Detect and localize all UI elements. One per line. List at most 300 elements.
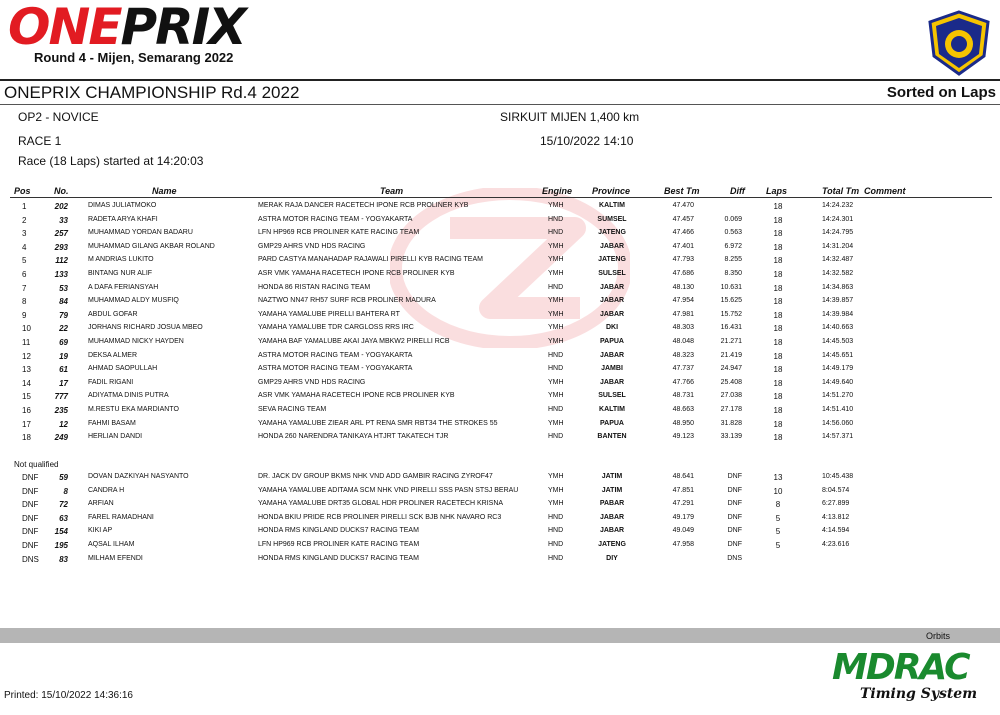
cell-pos: 6 <box>22 270 27 279</box>
result-row <box>0 268 1000 281</box>
cell-engine: YMH <box>548 473 564 480</box>
cell-diff: 21.419 <box>720 351 742 359</box>
cell-team: SEVA RACING TEAM <box>258 406 327 413</box>
cell-diff: 21.271 <box>720 338 742 345</box>
result-row <box>0 336 1000 349</box>
cell-province: SULSEL <box>598 270 626 277</box>
cell-pos: DNF <box>22 486 39 496</box>
cell-no: 33 <box>59 215 68 225</box>
cell-no: 293 <box>54 242 68 252</box>
footer-bar <box>0 628 1000 643</box>
cell-best: 49.123 <box>672 433 694 441</box>
cell-diff: DNF <box>727 527 742 535</box>
cell-diff: 6.972 <box>724 242 742 250</box>
cell-engine: YMH <box>548 324 564 332</box>
cell-province: KALTIM <box>599 406 625 413</box>
cell-province: JATENG <box>598 229 626 237</box>
cell-total: 14:51.410 <box>822 406 854 413</box>
cell-no: 249 <box>54 433 68 443</box>
cell-name: BINTANG NUR ALIF <box>88 270 153 277</box>
cell-best: 48.130 <box>672 283 694 291</box>
cell-name: AHMAD SAOPULLAH <box>88 365 158 373</box>
cell-province: JABAR <box>599 242 625 250</box>
cell-total: 4:13.812 <box>822 513 850 521</box>
cell-diff: DNF <box>727 541 742 548</box>
cell-name: MUHAMMAD ALDY MUSFIQ <box>88 297 179 305</box>
cell-diff: 8.255 <box>724 256 742 264</box>
cell-province: JABAR <box>599 310 625 318</box>
cell-engine: HND <box>548 541 564 548</box>
race-start-info: Race (18 Laps) started at 14:20:03 <box>18 154 204 168</box>
cell-best: 47.954 <box>672 297 694 305</box>
result-row <box>0 498 1000 511</box>
cell-diff: DNS <box>727 554 742 562</box>
cell-province: PAPUA <box>600 419 624 427</box>
cell-engine: HND <box>548 229 564 237</box>
cell-name: ARFIAN <box>88 500 114 508</box>
cell-no: 257 <box>54 229 68 239</box>
result-row <box>0 485 1000 498</box>
cell-team: ASTRA MOTOR RACING TEAM - YOGYAKARTA <box>258 215 413 223</box>
result-row <box>0 418 1000 431</box>
cell-name: FADIL RIGANI <box>88 378 134 386</box>
cell-no: 8 <box>63 486 68 496</box>
result-row <box>0 390 1000 403</box>
cell-total: 14:56.060 <box>822 419 854 427</box>
result-row <box>0 282 1000 295</box>
result-row <box>0 254 1000 267</box>
result-row <box>0 525 1000 538</box>
race-label: RACE 1 <box>18 134 62 148</box>
result-row <box>0 512 1000 525</box>
cell-laps: 18 <box>773 270 783 279</box>
cell-diff: 16.431 <box>720 324 742 332</box>
cell-name: ADIYATMA DINIS PUTRA <box>88 392 169 400</box>
cell-laps: 18 <box>773 215 783 225</box>
cell-no: 112 <box>55 256 68 266</box>
result-row <box>0 539 1000 552</box>
col-diff: Diff <box>730 186 745 196</box>
result-row <box>0 309 1000 322</box>
cell-laps: 18 <box>773 310 783 320</box>
cell-best: 47.470 <box>672 202 694 209</box>
cell-name: KIKI AP <box>88 527 113 535</box>
cell-name: CANDRA H <box>88 486 125 494</box>
cell-total: 14:32.582 <box>822 270 854 277</box>
cell-no: 59 <box>59 473 68 482</box>
cell-province: SUMSEL <box>597 215 627 223</box>
cell-total: 14:49.179 <box>822 365 854 373</box>
cell-laps: 18 <box>773 433 783 443</box>
col-total: Total Tm <box>822 186 860 196</box>
cell-name: FAREL RAMADHANI <box>88 513 154 521</box>
imi-badge-icon <box>926 10 992 76</box>
cell-engine: YMH <box>548 242 564 250</box>
cell-diff: 24.947 <box>720 365 742 373</box>
cell-engine: YMH <box>548 270 564 277</box>
cell-total: 4:23.616 <box>822 541 850 548</box>
cell-engine: YMH <box>548 392 564 400</box>
cell-pos: DNF <box>22 500 39 510</box>
race-datetime: 15/10/2022 14:10 <box>540 134 634 148</box>
cell-pos: 3 <box>22 229 27 239</box>
cell-total: 14:45.651 <box>822 351 854 359</box>
cell-name: HERLIAN DANDI <box>88 433 143 441</box>
cell-engine: HND <box>548 527 564 535</box>
cell-pos: 5 <box>22 256 27 266</box>
cell-no: 133 <box>54 270 68 279</box>
class-label: OP2 - NOVICE <box>18 110 99 124</box>
cell-pos: 11 <box>22 338 31 347</box>
cell-engine: YMH <box>548 256 564 264</box>
cell-no: 202 <box>54 202 68 211</box>
cell-province: JABAR <box>599 297 625 305</box>
cell-no: 84 <box>59 297 68 307</box>
cell-best: 48.323 <box>672 351 694 359</box>
cell-diff: 27.178 <box>720 406 742 413</box>
cell-province: BANTEN <box>597 433 627 441</box>
cell-diff: 8.350 <box>724 270 742 277</box>
cell-name: JORHANS RICHARD JOSUA MBEO <box>88 324 203 332</box>
cell-team: ASR VMK YAMAHA RACETECH IPONE RCB PROLINER KYB <box>258 392 455 400</box>
cell-name: FAHMI BASAM <box>88 419 136 427</box>
cell-laps: 18 <box>773 202 783 211</box>
mrac-logo: MDRAC <box>832 647 969 688</box>
cell-team: GMP29 AHRS VND HDS RACING <box>258 378 366 386</box>
cell-province: PAPUA <box>600 338 624 345</box>
cell-pos: 15 <box>22 392 31 402</box>
cell-province: JAMBI <box>601 365 623 373</box>
header-rule <box>0 79 1000 81</box>
cell-engine: HND <box>548 215 564 223</box>
cell-pos: 10 <box>22 324 31 334</box>
cell-laps: 18 <box>773 297 783 307</box>
result-row <box>0 295 1000 308</box>
cell-name: MUHAMMAD YORDAN BADARU <box>88 229 193 237</box>
cell-province: JATENG <box>598 541 626 548</box>
cell-province: PABAR <box>599 500 625 508</box>
cell-province: JATIM <box>601 473 623 480</box>
cell-province: JABAR <box>599 527 625 535</box>
result-row <box>0 227 1000 240</box>
not-qualified-label: Not qualified <box>14 460 59 469</box>
cell-laps: 5 <box>775 527 781 537</box>
cell-diff: 0.069 <box>724 215 742 223</box>
cell-diff: DNF <box>727 500 742 508</box>
cell-team: PARD CASTYA MANAHADAP RAJAWALI PIRELLI KYB RACING TEAM <box>258 256 483 264</box>
col-no: No. <box>54 186 69 196</box>
cell-engine: HND <box>548 433 564 441</box>
cell-province: JABAR <box>599 378 625 386</box>
cell-best: 47.958 <box>672 541 694 548</box>
cell-pos: 4 <box>22 242 27 252</box>
cell-no: 72 <box>59 500 68 510</box>
cell-no: 63 <box>59 513 68 523</box>
cell-name: DIMAS JULIATMOKO <box>88 202 157 209</box>
cell-team: MERAK RAJA DANCER RACETECH IPONE RCB PROLINER KYB <box>258 202 469 209</box>
cell-best: 47.401 <box>672 242 694 250</box>
cell-engine: YMH <box>548 500 564 508</box>
cell-engine: YMH <box>548 419 564 427</box>
result-row <box>0 553 1000 566</box>
cell-team: HONDA BKIU PRIDE RCB PROLINER PIRELLI SCK BJB NHK NAVARO RC3 <box>258 513 502 521</box>
cell-diff: 15.752 <box>720 310 742 318</box>
cell-diff: DNF <box>727 486 742 494</box>
cell-laps: 8 <box>775 500 781 510</box>
cell-diff: 33.139 <box>720 433 742 441</box>
orbits-label: Orbits <box>925 631 950 641</box>
cell-laps: 18 <box>773 351 783 361</box>
cell-engine: HND <box>548 283 564 291</box>
cell-engine: YMH <box>548 338 564 345</box>
cell-no: 19 <box>59 351 68 361</box>
result-row <box>0 404 1000 417</box>
cell-best: 48.048 <box>672 338 694 345</box>
cell-no: 61 <box>59 365 68 375</box>
col-laps: Laps <box>766 186 788 196</box>
cell-best: 47.737 <box>672 365 694 373</box>
cell-pos: 2 <box>22 215 27 225</box>
cell-total: 14:31.204 <box>822 242 854 250</box>
cell-pos: 18 <box>22 433 31 443</box>
col-name: Name <box>152 186 177 196</box>
cell-engine: HND <box>548 406 564 413</box>
cell-team: ASR VMK YAMAHA RACETECH IPONE RCB PROLINER KYB <box>258 270 455 277</box>
cell-laps: 18 <box>773 229 783 239</box>
cell-total: 6:27.899 <box>822 500 850 508</box>
cell-no: 53 <box>59 283 68 293</box>
result-row <box>0 377 1000 390</box>
cell-no: 69 <box>59 338 68 347</box>
cell-pos: 9 <box>22 310 27 320</box>
cell-pos: DNF <box>22 473 39 482</box>
cell-province: SULSEL <box>598 392 626 400</box>
cell-best: 48.731 <box>672 392 694 400</box>
cell-best: 47.766 <box>672 378 694 386</box>
cell-total: 8:04.574 <box>822 486 850 494</box>
circuit-label: SIRKUIT MIJEN 1,400 km <box>500 110 640 124</box>
cell-name: A DAFA FERIANSYAH <box>88 283 159 291</box>
cell-name: DOVAN DAZKIYAH NASYANTO <box>88 473 189 480</box>
round-subtitle: Round 4 - Mijen, Semarang 2022 <box>34 50 234 65</box>
cell-best: 49.049 <box>672 527 694 535</box>
cell-best: 47.686 <box>672 270 694 277</box>
cell-no: 17 <box>59 378 68 388</box>
cell-no: 83 <box>59 554 68 564</box>
cell-diff: 10.631 <box>720 283 742 291</box>
cell-team: YAMAHA YAMALUBE ADITAMA SCM NHK VND PIRELLI SSS PASN STSJ BERAU <box>258 486 519 494</box>
cell-team: ASTRA MOTOR RACING TEAM - YOGYAKARTA <box>258 365 413 373</box>
result-row <box>0 200 1000 213</box>
printed-timestamp: Printed: 15/10/2022 14:36:16 <box>4 690 133 701</box>
cell-best: 49.179 <box>672 513 694 521</box>
col-team: Team <box>380 186 404 196</box>
cell-name: M.RESTU EKA MARDIANTO <box>88 406 179 413</box>
cell-laps: 18 <box>773 378 783 388</box>
cell-total: 14:24.301 <box>822 215 854 223</box>
cell-pos: 8 <box>22 297 27 307</box>
cell-best: 48.641 <box>672 473 694 480</box>
cell-diff: DNF <box>727 513 742 521</box>
cell-laps: 18 <box>773 242 783 252</box>
cell-diff: 25.408 <box>720 378 742 386</box>
col-pos: Pos <box>14 186 31 196</box>
cell-name: DEKSA ALMER <box>88 351 138 359</box>
result-row <box>0 322 1000 335</box>
cell-engine: HND <box>548 365 564 373</box>
cell-no: 195 <box>54 541 68 550</box>
cell-best: 47.851 <box>672 486 694 494</box>
cell-diff: 15.625 <box>720 297 742 305</box>
championship-title: ONEPRIX CHAMPIONSHIP Rd.4 2022 <box>4 83 300 102</box>
cell-name: M ANDRIAS LUKITO <box>88 256 154 264</box>
cell-best: 48.950 <box>672 419 694 427</box>
cell-diff: DNF <box>727 473 742 480</box>
result-row <box>0 471 1000 484</box>
cell-team: HONDA 260 NARENDRA TANIKAYA HTJRT TAKATECH TJR <box>258 433 449 441</box>
cell-laps: 18 <box>773 365 783 375</box>
cell-no: 235 <box>54 406 68 415</box>
cell-total: 14:45.503 <box>822 338 854 345</box>
cell-team: ASTRA MOTOR RACING TEAM - YOGYAKARTA <box>258 351 413 359</box>
cell-best: 47.291 <box>672 500 694 508</box>
cell-engine: YMH <box>548 378 564 386</box>
result-row <box>0 241 1000 254</box>
cell-diff: 31.828 <box>720 419 742 427</box>
cell-province: DKI <box>605 324 619 332</box>
cell-team: NAZTWO NN47 RH57 SURF RCB PROLINER MADURA <box>258 297 436 305</box>
col-province: Province <box>592 186 631 196</box>
cell-no: 79 <box>59 310 68 320</box>
cell-province: DIY <box>606 554 618 562</box>
cell-laps: 5 <box>775 541 781 550</box>
cell-best: 47.793 <box>672 256 694 264</box>
cell-province: JATENG <box>598 256 626 264</box>
cell-engine: HND <box>548 351 564 359</box>
cell-pos: DNF <box>22 527 39 537</box>
cell-laps: 18 <box>773 338 783 347</box>
cell-team: HONDA 86 RISTAN RACING TEAM <box>258 283 371 291</box>
cell-engine: YMH <box>548 310 564 318</box>
result-row <box>0 214 1000 227</box>
oneprix-logo: ONEPRIX <box>8 0 245 56</box>
cell-pos: 12 <box>22 351 31 361</box>
cell-total: 14:39.984 <box>822 310 854 318</box>
cell-province: JABAR <box>599 283 625 291</box>
cell-name: AQSAL ILHAM <box>88 541 135 548</box>
cell-total: 14:34.863 <box>822 283 854 291</box>
cell-total: 14:32.487 <box>822 256 854 264</box>
cell-total: 14:39.857 <box>822 297 854 305</box>
cell-no: 154 <box>54 527 68 537</box>
cell-best: 48.663 <box>672 406 694 413</box>
cell-team: HONDA RMS KINGLAND DUCKS7 RACING TEAM <box>258 527 419 535</box>
cell-total: 14:51.270 <box>822 392 854 400</box>
cell-team: LFN HP969 RCB PROLINER KATE RACING TEAM <box>258 541 420 548</box>
cell-pos: 14 <box>22 378 31 388</box>
cell-best: 47.981 <box>672 310 694 318</box>
cell-total: 14:40.663 <box>822 324 854 332</box>
cell-team: YAMAHA YAMALUBE TDR CARGLOSS RRS IRC <box>258 324 414 332</box>
cell-no: 22 <box>59 324 68 334</box>
cell-team: GMP29 AHRS VND HDS RACING <box>258 242 366 250</box>
cell-total: 14:24.232 <box>822 202 854 209</box>
sorted-label: Sorted on Laps <box>886 84 996 101</box>
cell-laps: 18 <box>773 419 783 429</box>
cell-province: JABAR <box>599 351 625 359</box>
cell-name: MUHAMMAD NICKY HAYDEN <box>88 338 184 345</box>
cell-pos: DNF <box>22 541 39 550</box>
cell-diff: 27.038 <box>720 392 742 400</box>
cell-no: 12 <box>59 419 68 429</box>
cell-pos: 16 <box>22 406 31 415</box>
cell-laps: 18 <box>773 392 783 402</box>
cell-diff: 0.563 <box>724 229 742 237</box>
cell-engine: HND <box>548 554 564 562</box>
cell-pos: DNS <box>22 554 39 564</box>
cell-team: YAMAHA BAF YAMALUBE AKAI JAYA MBKW2 PIRELLI RCB <box>258 338 450 345</box>
cell-laps: 18 <box>773 283 783 293</box>
cell-team: YAMAHA YAMALUBE PIRELLI BAHTERA RT <box>258 310 400 318</box>
cell-team: YAMAHA YAMALUBE DRT35 GLOBAL HDR PROLINER RACETECH KRISNA <box>258 500 504 508</box>
cell-pos: 1 <box>22 202 27 211</box>
cell-team: LFN HP969 RCB PROLINER KATE RACING TEAM <box>258 229 420 237</box>
cell-team: YAMAHA YAMALUBE ZIEAR ARL PT RENA SMR RBT34 THE STROKES 55 <box>258 419 498 427</box>
cell-best: 48.303 <box>672 324 694 332</box>
cell-total: 4:14.594 <box>822 527 850 535</box>
cell-pos: 17 <box>22 419 31 429</box>
result-row <box>0 431 1000 444</box>
cell-total: 14:57.371 <box>822 433 854 441</box>
cell-best: 47.466 <box>672 229 694 237</box>
cell-province: JATIM <box>601 486 623 494</box>
cell-name: ABDUL GOFAR <box>88 310 138 318</box>
cell-best: 47.457 <box>672 215 694 223</box>
cell-pos: 7 <box>22 283 27 293</box>
cell-name: RADETA ARYA KHAFI <box>88 215 158 223</box>
result-row <box>0 350 1000 363</box>
cell-engine: YMH <box>548 297 564 305</box>
cell-team: HONDA RMS KINGLAND DUCKS7 RACING TEAM <box>258 554 419 562</box>
cell-laps: 18 <box>773 324 783 334</box>
result-row <box>0 363 1000 376</box>
cell-laps: 10 <box>773 486 783 496</box>
cell-province: KALTIM <box>599 202 625 209</box>
col-engine: Engine <box>542 186 573 196</box>
cell-laps: 5 <box>775 513 781 523</box>
cell-total: 14:49.640 <box>822 378 854 386</box>
timing-system-label: Timing System <box>860 686 978 702</box>
cell-pos: DNF <box>22 513 39 523</box>
cell-engine: YMH <box>548 202 564 209</box>
col-comment: Comment <box>864 186 906 196</box>
header-underline <box>10 197 992 198</box>
cell-total: 10:45.438 <box>822 473 854 480</box>
cell-engine: HND <box>548 513 564 521</box>
cell-team: DR. JACK DV GROUP BKMS NHK VND ADD GAMBIR RACING ZYROF47 <box>258 473 493 480</box>
cell-engine: YMH <box>548 486 564 494</box>
cell-laps: 13 <box>773 473 783 482</box>
cell-laps: 18 <box>773 256 783 266</box>
cell-total: 14:24.795 <box>822 229 854 237</box>
title-rule <box>0 104 1000 105</box>
cell-no: 777 <box>54 392 68 402</box>
cell-name: MUHAMMAD GILANG AKBAR ROLAND <box>88 242 215 250</box>
cell-laps: 18 <box>773 406 783 415</box>
cell-pos: 13 <box>22 365 31 375</box>
cell-province: JABAR <box>599 513 625 521</box>
cell-name: MILHAM EFENDI <box>88 554 143 562</box>
